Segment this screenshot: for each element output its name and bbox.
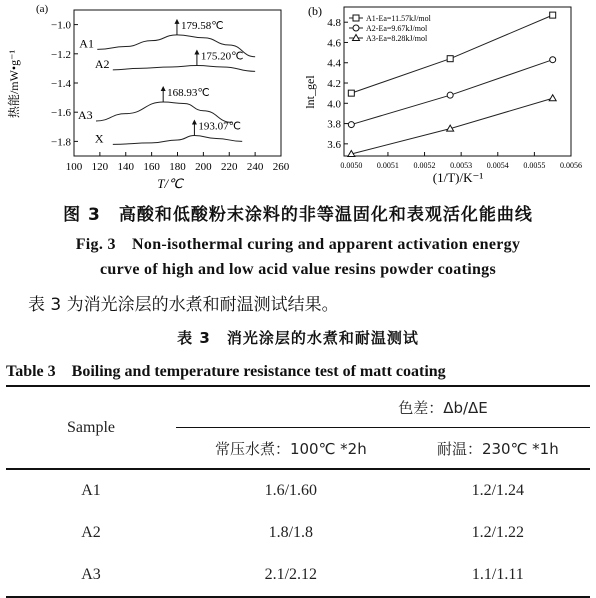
data-point-square <box>353 15 359 21</box>
series-line <box>113 65 255 71</box>
chart-a <box>0 0 300 198</box>
x-tick-label: 180 <box>169 161 186 173</box>
x-tick-label: 0.0055 <box>523 161 546 170</box>
y-tick-label: 3.6 <box>327 138 341 151</box>
x-tick-label: 0.0051 <box>376 161 399 170</box>
peak-arrowhead <box>194 49 199 54</box>
chart-b <box>300 0 596 198</box>
x-tick-label: 100 <box>65 161 83 173</box>
legend-label: A3-Ea=8.28kJ/mol <box>366 34 428 43</box>
data-point-square <box>550 12 556 18</box>
series-label: A3 <box>77 107 93 122</box>
y-tick-label: −1.0 <box>51 19 71 32</box>
y-tick-label: 4.4 <box>327 57 341 70</box>
x-tick-label: 140 <box>117 161 134 173</box>
chart-a-panel-label: (a) <box>36 3 49 15</box>
y-tick-label: −1.6 <box>51 107 71 120</box>
legend-label: A1-Ea=11.57kJ/mol <box>366 14 431 23</box>
data-point-circle <box>550 57 556 63</box>
x-tick-label: 200 <box>195 161 212 173</box>
peak-label: 168.93℃ <box>167 86 210 99</box>
data-point-triangle <box>549 95 556 101</box>
table-head-group: 色差：Δb/ΔE <box>176 386 590 428</box>
y-tick-label: 4.6 <box>327 37 341 50</box>
x-tick-label: 220 <box>221 161 238 173</box>
series-line <box>113 136 242 145</box>
x-tick-label: 160 <box>143 161 160 173</box>
table-title-en: Table 3 Boiling and temperature resistance test of matt coating <box>6 363 446 380</box>
figure-caption-cn: 图 3 高酸和低酸粉末涂料的非等温固化和表观活化能曲线 <box>63 205 533 225</box>
series-line <box>96 102 232 122</box>
x-tick-label: 120 <box>91 161 109 173</box>
y-tick-label: 4.2 <box>327 78 341 91</box>
table-cell-c1: 1.6/1.60 <box>264 482 318 499</box>
x-tick-label: 260 <box>272 161 290 173</box>
x-tick-label: 0.0054 <box>486 161 509 170</box>
table-head-sample: Sample <box>6 386 176 469</box>
y-tick-label: −1.4 <box>51 78 71 90</box>
table-row <box>6 554 590 597</box>
peak-label: 175.20℃ <box>200 50 244 63</box>
table-row <box>6 469 590 512</box>
peak-arrowhead <box>174 19 179 24</box>
x-tick-label: 240 <box>246 161 264 173</box>
table-title-cn: 表 3 消光涂层的水煮和耐温测试 <box>177 329 419 347</box>
table-head-col1: 常压水煮：100℃ *2h <box>214 439 367 458</box>
chart-a-ylabel: 热能/mW•g⁻¹ <box>7 49 21 119</box>
series-label: X <box>94 131 104 146</box>
chart-a-xlabel: T/℃ <box>157 176 183 191</box>
peak-label: 179.58℃ <box>180 19 224 32</box>
table-head-col2: 耐温：230℃ *1h <box>436 439 559 458</box>
chart-b-xlabel: (1/T)/K⁻¹ <box>432 170 484 185</box>
table-cell-c2: 1.2/1.24 <box>471 482 525 499</box>
figure-caption-en-line2: curve of high and low acid value resins powder coatings <box>100 261 496 278</box>
series-label: A1 <box>79 36 94 51</box>
table-row <box>6 512 590 554</box>
peak-arrowhead <box>192 120 197 125</box>
table-cell-sample: A1 <box>81 482 101 499</box>
chart-a-frame <box>74 10 281 156</box>
x-tick-label: 0.0050 <box>340 161 363 170</box>
y-tick-label: 4.8 <box>327 17 341 30</box>
data-point-circle <box>447 92 453 98</box>
table-cell-sample: A3 <box>81 566 101 583</box>
y-tick-label: 4.0 <box>327 98 341 111</box>
peak-arrowhead <box>161 86 166 91</box>
table-cell-c1: 1.8/1.8 <box>268 524 314 541</box>
results-table <box>6 385 590 598</box>
legend-label: A2-Ea=9.67kJ/mol <box>366 24 428 33</box>
y-tick-label: −1.2 <box>51 48 71 61</box>
peak-label: 193.07℃ <box>198 120 242 133</box>
x-tick-label: 0.0052 <box>413 161 436 170</box>
series-label: A2 <box>94 56 110 71</box>
data-point-circle <box>353 25 359 31</box>
chart-b-ylabel: lnt_gel <box>303 75 317 109</box>
x-tick-label: 0.0056 <box>560 161 582 170</box>
series-line <box>351 60 552 125</box>
chart-b-panel-label: (b) <box>308 4 322 18</box>
data-point-square <box>447 56 453 62</box>
y-tick-label: 3.8 <box>327 118 341 131</box>
table-cell-c2: 1.2/1.22 <box>471 524 525 541</box>
body-paragraph: 表 3 为消光涂层的水煮和耐温测试结果。 <box>28 295 339 315</box>
figure-caption-en-line1: Fig. 3 Non-isothermal curing and apparent activation energy <box>75 236 521 253</box>
data-point-circle <box>348 122 354 128</box>
y-tick-label: −1.8 <box>51 136 71 149</box>
table-cell-sample: A2 <box>81 524 101 541</box>
table-cell-c2: 1.1/1.11 <box>471 566 524 583</box>
table-cell-c1: 2.1/2.12 <box>264 566 318 583</box>
series-line <box>351 98 552 154</box>
data-point-square <box>348 90 354 96</box>
x-tick-label: 0.0053 <box>450 161 473 170</box>
